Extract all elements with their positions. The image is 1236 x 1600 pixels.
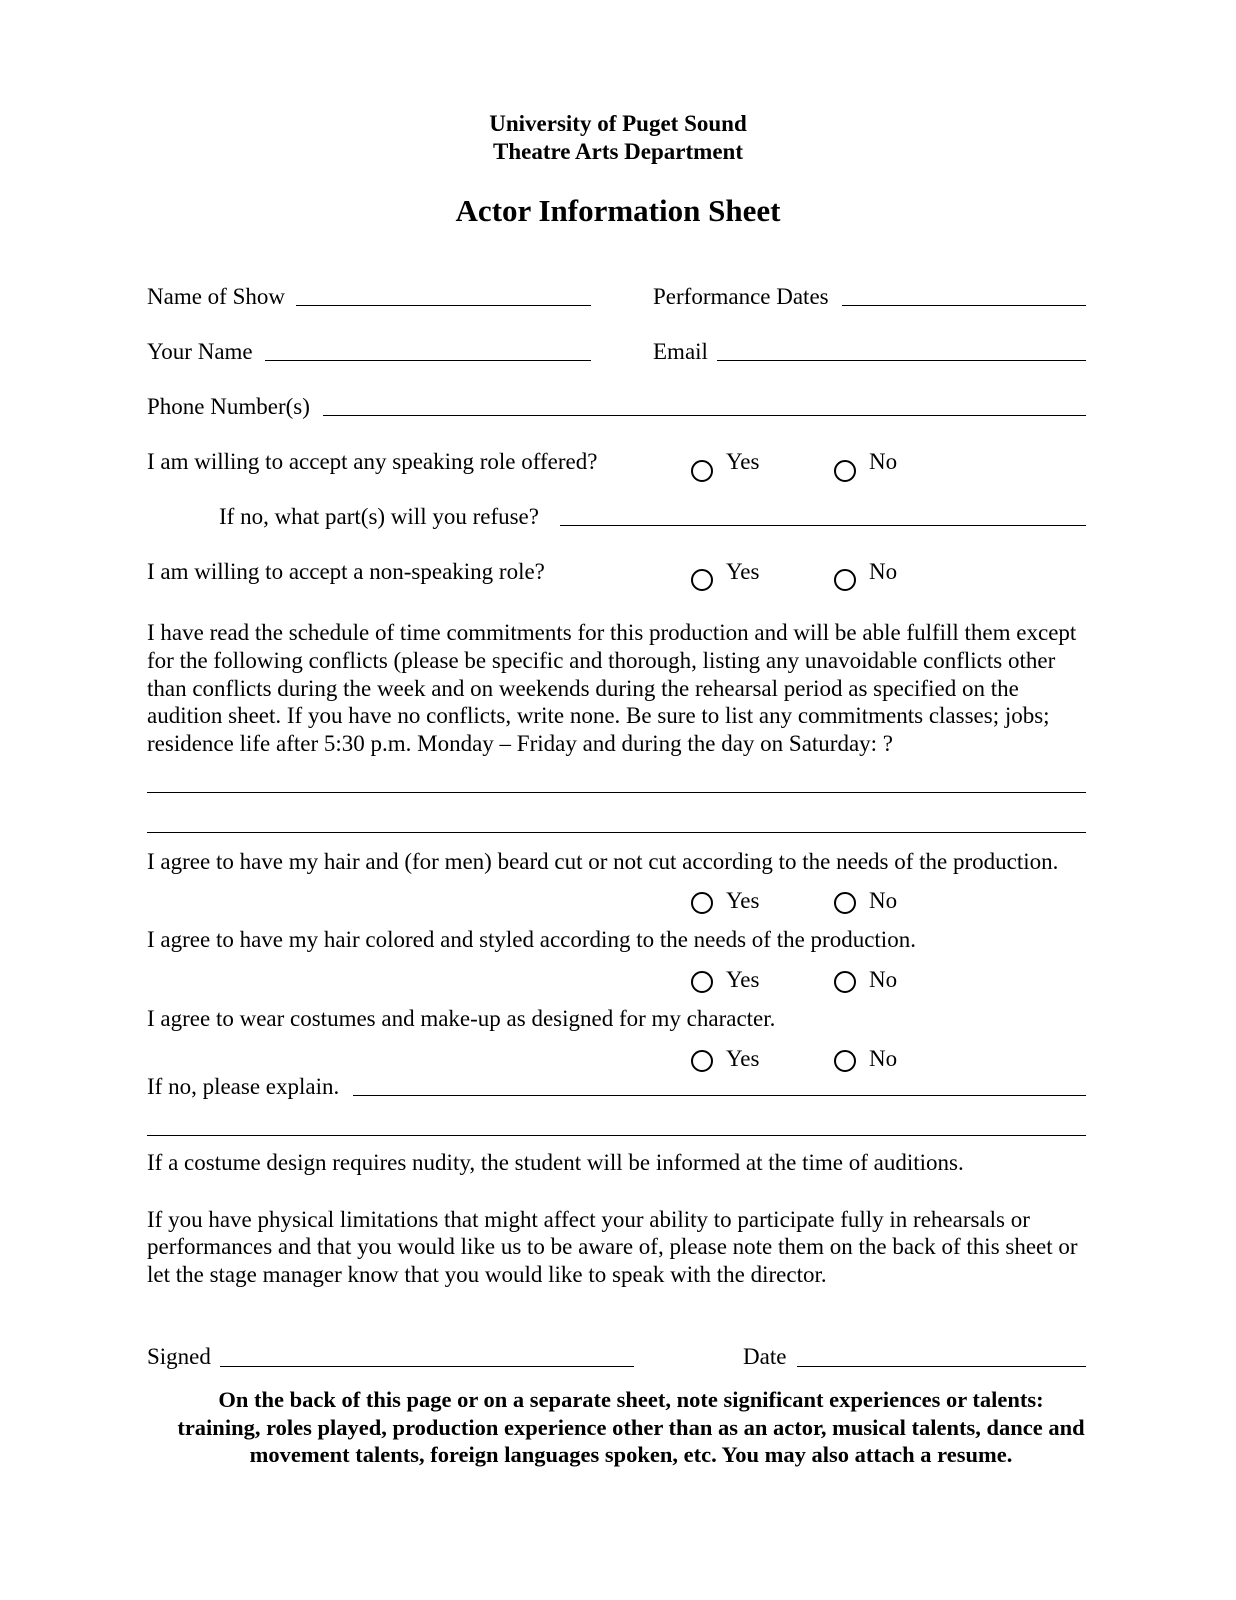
costumes-question: I agree to wear costumes and make-up as designed for my character. xyxy=(147,1006,776,1031)
phone-field[interactable] xyxy=(323,415,1086,416)
speaking-role-question: I am willing to accept any speaking role offered? xyxy=(147,449,598,474)
hair-cut-yes-radio[interactable] xyxy=(691,892,713,914)
explain-field[interactable] xyxy=(353,1095,1086,1096)
speaking-role-yes-radio[interactable] xyxy=(691,460,713,482)
schedule-paragraph-line: residence life after 5:30 p.m. Monday – Friday and during the day on Saturday: ? xyxy=(147,731,894,756)
non-speaking-question: I am willing to accept a non-speaking role? xyxy=(147,559,545,584)
university-name: University of Puget Sound xyxy=(489,111,747,136)
hair-color-no-label: No xyxy=(869,967,898,992)
department-name: Theatre Arts Department xyxy=(493,139,743,164)
costumes-yes-label: Yes xyxy=(726,1046,760,1071)
non-speaking-no-radio[interactable] xyxy=(834,569,856,591)
schedule-paragraph-line: than conflicts during the week and on weekends during the rehearsal period as specified on the xyxy=(147,676,1019,701)
hair-color-yes-label: Yes xyxy=(726,967,760,992)
signature-field[interactable] xyxy=(220,1366,634,1367)
date-label: Date xyxy=(743,1344,787,1369)
explain-field-line[interactable] xyxy=(147,1135,1086,1136)
costumes-no-label: No xyxy=(869,1046,898,1071)
name-of-show-field[interactable] xyxy=(296,305,591,306)
conflicts-field-line[interactable] xyxy=(147,832,1086,833)
name-of-show-label: Name of Show xyxy=(147,284,285,309)
speaking-role-no-radio[interactable] xyxy=(834,460,856,482)
page-title: Actor Information Sheet xyxy=(455,193,781,228)
limitations-paragraph-line: performances and that you would like us to be aware of, please note them on the back of this sheet or xyxy=(147,1234,1078,1259)
footer-note-line: training, roles played, production experience other than as an actor, musical talents, dance and xyxy=(177,1415,1085,1440)
speaking-role-yes-label: Yes xyxy=(726,449,760,474)
signed-label: Signed xyxy=(147,1344,211,1369)
schedule-paragraph-line: audition sheet. If you have no conflicts, write none. Be sure to list any commitments classes; jobs; xyxy=(147,703,1050,728)
schedule-paragraph-line: for the following conflicts (please be specific and thorough, listing any unavoidable conflicts other xyxy=(147,648,1056,673)
performance-dates-field[interactable] xyxy=(842,305,1086,306)
limitations-paragraph-line: let the stage manager know that you would like to speak with the director. xyxy=(147,1262,827,1287)
footer-note-line: movement talents, foreign languages spoken, etc. You may also attach a resume. xyxy=(249,1442,1013,1467)
date-field[interactable] xyxy=(797,1366,1086,1367)
hair-cut-no-label: No xyxy=(869,888,898,913)
non-speaking-yes-label: Yes xyxy=(726,559,760,584)
hair-color-question: I agree to have my hair colored and styled according to the needs of the production. xyxy=(147,927,916,952)
your-name-label: Your Name xyxy=(147,339,253,364)
refuse-parts-field[interactable] xyxy=(560,525,1086,526)
speaking-role-no-label: No xyxy=(869,449,898,474)
conflicts-field-line[interactable] xyxy=(147,792,1086,793)
costumes-no-radio[interactable] xyxy=(834,1050,856,1072)
phone-label: Phone Number(s) xyxy=(147,394,310,419)
schedule-paragraph-line: I have read the schedule of time commitments for this production and will be able fulfill them except xyxy=(147,620,1077,645)
costumes-yes-radio[interactable] xyxy=(691,1050,713,1072)
email-label: Email xyxy=(653,339,708,364)
non-speaking-no-label: No xyxy=(869,559,898,584)
footer-note-line: On the back of this page or on a separate sheet, note significant experiences or talents: xyxy=(218,1387,1044,1412)
explain-label: If no, please explain. xyxy=(147,1074,340,1099)
nudity-note: If a costume design requires nudity, the student will be informed at the time of auditions. xyxy=(147,1150,964,1175)
hair-cut-no-radio[interactable] xyxy=(834,892,856,914)
hair-color-no-radio[interactable] xyxy=(834,971,856,993)
hair-color-yes-radio[interactable] xyxy=(691,971,713,993)
refuse-parts-label: If no, what part(s) will you refuse? xyxy=(219,504,539,529)
performance-dates-label: Performance Dates xyxy=(653,284,829,309)
your-name-field[interactable] xyxy=(265,360,591,361)
hair-cut-yes-label: Yes xyxy=(726,888,760,913)
email-field[interactable] xyxy=(717,360,1086,361)
non-speaking-yes-radio[interactable] xyxy=(691,569,713,591)
limitations-paragraph-line: If you have physical limitations that might affect your ability to participate fully in rehearsals or xyxy=(147,1207,1030,1232)
hair-cut-question: I agree to have my hair and (for men) beard cut or not cut according to the needs of the production. xyxy=(147,849,1059,874)
